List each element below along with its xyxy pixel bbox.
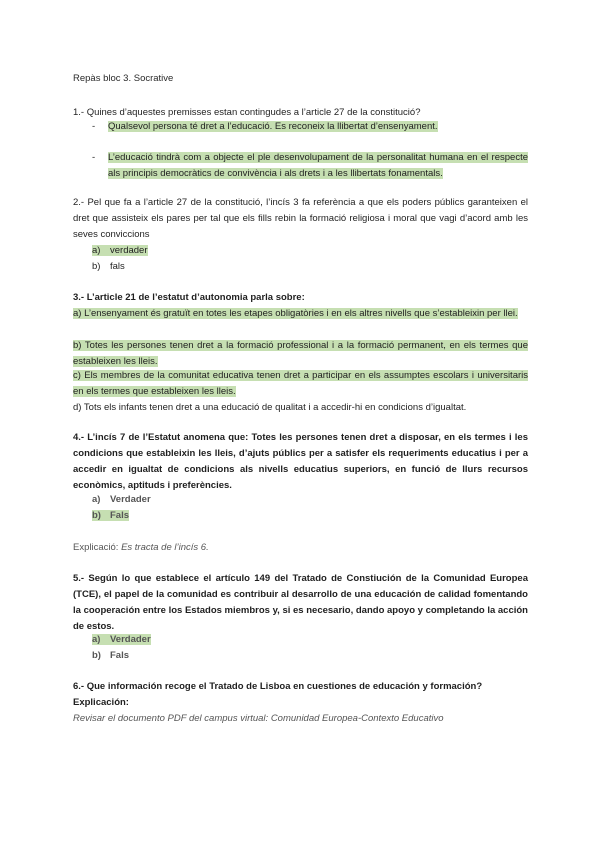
q4-explanation: Explicació: Es tracta de l’incís 6. [73,542,209,553]
q1-item-1: Qualsevol persona té dret a l’educació. Es reconeix la llibertat d’ensenyament. [108,121,438,132]
q2-option-a: a) verdader [92,245,148,256]
question-6: 6.- Que información recoge el Tratado de Lisboa en cuestiones de educación y formación? [73,681,483,692]
bullet-dash: - [92,121,96,132]
q3-option-b: b) Totes les persones tenen dret a la formació professional i a la formació permanent, en els termes que estableixen les lleis. [73,340,528,367]
q4-option-a: a) Verdader [92,494,151,505]
question-3: 3.- L’article 21 de l’estatut d’autonomia parla sobre: [73,292,305,303]
question-4: 4.- L’incís 7 de l’Estatut anomena que: Totes les persones tenen dret a disposar, en els termes i les condicions que estableixin les lleis, d’ajuts públics per a satisfer els requeriments educatius i per a accedir en igualtat de condicions als nivells educatius superiors, en funció de llurs recursos econòmics, aptituds i preferències. [73,432,528,491]
document-title: Repàs bloc 3. Socrative [73,73,174,84]
q1-item-2: L’educació tindrà com a objecte el ple desenvolupament de la personalitat humana en el respecte als principis democràtics de convivència i als drets i a les llibertats fonamentals. [108,152,528,179]
question-1: 1.- Quines d’aquestes premisses estan contingudes a l’article 27 de la constitució? [73,107,421,118]
q3-option-c: c) Els membres de la comunitat educativa tenen dret a participar en els assumptes escolars i universitaris en els termes que estableixen les lleis. [73,370,528,397]
question-5: 5.- Según lo que establece el artículo 149 del Tratado de Constiución de la Comunidad Europea (TCE), el papel de la comunidad es contribuir al desarrollo de una educación de calidad fomentando la cooperación entre los Estados miembros y, si es necesario, dando apoyo y completando la acción de estos. [73,573,528,632]
q6-explanation: Revisar el documento PDF del campus virtual: Comunidad Europea-Contexto Educativo [73,713,444,724]
question-2: 2.- Pel que fa a l’article 27 de la constitució, l’incís 3 fa referència a que els poders públics garanteixen el dret que assisteix els pares per tal que els fills rebin la formació religiosa i moral que vagi d’acord amb les seves conviccions [73,197,528,240]
q5-option-a: a) Verdader [92,634,151,645]
bullet-dash: - [92,152,96,163]
q3-option-d: d) Tots els infants tenen dret a una educació de qualitat i a accedir-hi en condicions d’igualtat. [73,402,467,413]
q2-option-b: b) fals [92,261,125,272]
q3-option-a: a) L’ensenyament és gratuït en totes les etapes obligatòries i en els altres nivells que s’estableixin per llei. [73,308,518,319]
q5-option-b: b) Fals [92,650,130,661]
q6-explanation-label: Explicación: [73,697,129,708]
q4-option-b: b) Fals [92,510,130,521]
